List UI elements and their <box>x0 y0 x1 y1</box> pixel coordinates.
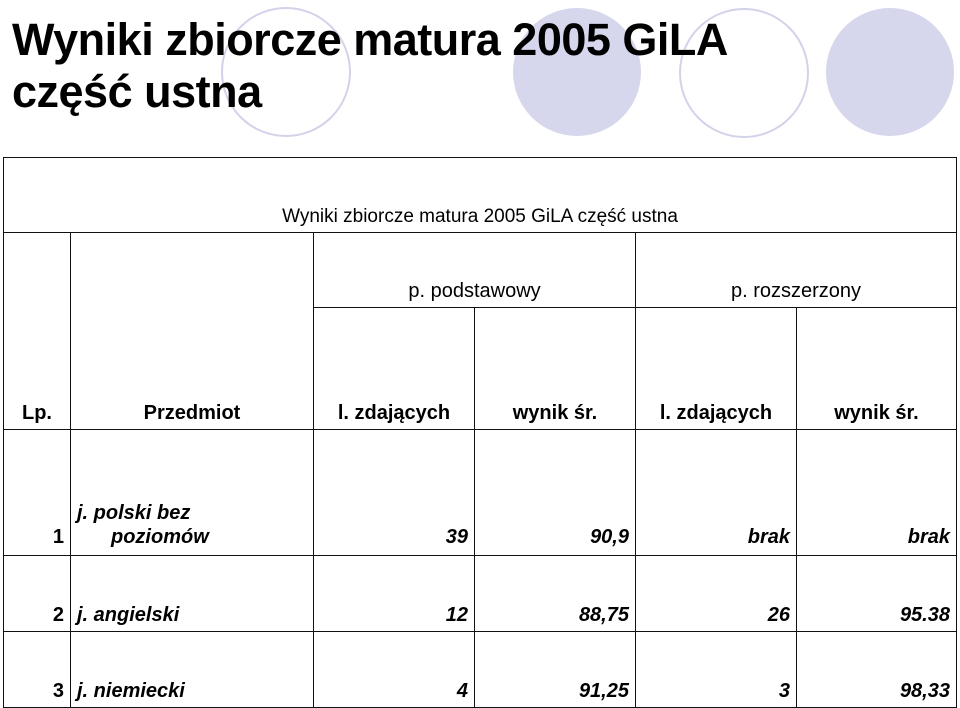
level-empty-subject <box>71 233 314 308</box>
header-subject: Przedmiot <box>71 308 314 430</box>
row-ext-count: brak <box>636 430 797 556</box>
header-lp: Lp. <box>4 308 71 430</box>
slide-title <box>12 14 728 118</box>
column-header-row <box>4 308 957 430</box>
table-row <box>4 556 957 632</box>
row-lp: 3 <box>4 632 71 708</box>
row-basic-count: 39 <box>314 430 475 556</box>
row-ext-avg: 98,33 <box>797 632 957 708</box>
header-basic-count: l. zdających <box>314 308 475 430</box>
decor-circle-fill-2 <box>826 8 954 136</box>
row-ext-count: 3 <box>636 632 797 708</box>
row-ext-avg: brak <box>797 430 957 556</box>
level-empty-lp <box>4 233 71 308</box>
row-ext-avg: 95.38 <box>797 556 957 632</box>
table-caption: Wyniki zbiorcze matura 2005 GiLA część ustna <box>4 158 957 233</box>
header-ext-count: l. zdających <box>636 308 797 430</box>
row-basic-count: 4 <box>314 632 475 708</box>
row-basic-count: 12 <box>314 556 475 632</box>
slide-title-line1: Wyniki zbiorcze matura 2005 GiLA <box>12 14 728 65</box>
results-table <box>3 157 957 708</box>
table-caption-row <box>4 158 957 233</box>
row-basic-avg: 91,25 <box>475 632 636 708</box>
header-ext-avg: wynik śr. <box>797 308 957 430</box>
row-subject <box>71 430 314 556</box>
row-basic-avg: 90,9 <box>475 430 636 556</box>
row-lp: 1 <box>4 430 71 556</box>
row-ext-count: 26 <box>636 556 797 632</box>
row-lp: 2 <box>4 556 71 632</box>
row-subject-line2: poziomów <box>111 526 209 548</box>
level-basic-header: p. podstawowy <box>314 233 636 308</box>
row-subject: j. niemiecki <box>71 632 314 708</box>
row-subject-line1: j. polski bez <box>77 502 191 524</box>
table-row <box>4 430 957 556</box>
slide-title-line2: część ustna <box>12 66 262 117</box>
table-row <box>4 632 957 708</box>
row-basic-avg: 88,75 <box>475 556 636 632</box>
level-header-row <box>4 233 957 308</box>
header-basic-avg: wynik śr. <box>475 308 636 430</box>
level-extended-header: p. rozszerzony <box>636 233 957 308</box>
row-subject: j. angielski <box>71 556 314 632</box>
